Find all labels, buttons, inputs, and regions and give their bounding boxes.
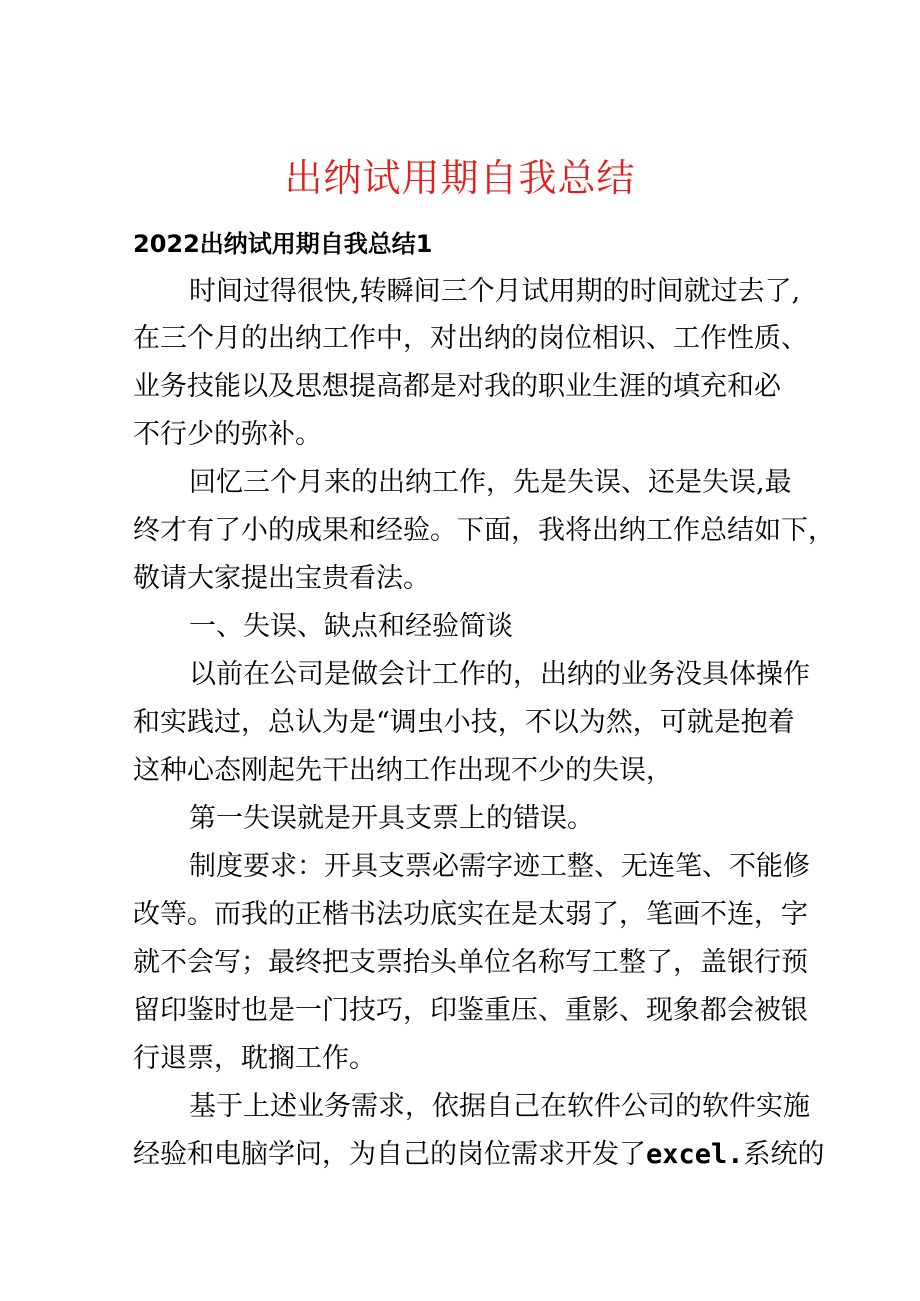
paragraph-line: 第一失误就是开具支票上的错误。 bbox=[189, 803, 594, 834]
inline-code: excel. bbox=[646, 1139, 744, 1170]
paragraph-line: 不行少的弥补。 bbox=[133, 419, 322, 450]
paragraph-text: 系统的 bbox=[743, 1139, 825, 1170]
paragraph-line: 和实践过，总认为是“调虫小技，不以为然，可就是抱着 bbox=[133, 707, 795, 738]
paragraph-line: 留印鉴时也是一门技巧，印鉴重压、重影、现象都会被银 bbox=[133, 995, 808, 1026]
paragraph-text: 经验和电脑学问，为自己的岗位需求开发了 bbox=[133, 1139, 646, 1170]
paragraph-line: 基于上述业务需求，依据自己在软件公司的软件实施 bbox=[189, 1091, 810, 1122]
paragraph-line: 就不会写；最终把支票抬头单位名称写工整了，盖银行预 bbox=[133, 947, 808, 978]
paragraph-line: 行退票，耽搁工作。 bbox=[133, 1043, 376, 1074]
paragraph-line: 回忆三个月来的出纳工作，先是失误、还是失误,最 bbox=[189, 467, 792, 498]
paragraph-line: 终才有了小的成果和经验。下面，我将出纳工作总结如下， bbox=[133, 515, 835, 546]
paragraph-line: 时间过得很快,转瞬间三个月试用期的时间就过去了, bbox=[189, 276, 801, 307]
paragraph-line: 改等。而我的正楷书法功底实在是太弱了，笔画不连，字 bbox=[133, 899, 808, 930]
paragraph-line bbox=[133, 1135, 825, 1175]
paragraph-line: 制度要求：开具支票必需字迹工整、无连笔、不能修 bbox=[189, 851, 810, 882]
section-line: 一、失误、缺点和经验简谈 bbox=[189, 611, 513, 642]
section-heading: 2022出纳试用期自我总结1 bbox=[133, 230, 433, 258]
paragraph-line: 敬请大家提出宝贵看法。 bbox=[133, 563, 430, 594]
paragraph-line: 以前在公司是做会计工作的，出纳的业务没具体操作 bbox=[189, 659, 810, 690]
document-title: 出纳试用期自我总结 bbox=[284, 156, 636, 200]
paragraph-line: 业务技能以及思想提高都是对我的职业生涯的填充和必 bbox=[133, 371, 781, 402]
paragraph-line: 在三个月的出纳工作中，对出纳的岗位相识、工作性质、 bbox=[133, 323, 808, 354]
paragraph-line: 这种心态刚起先干出纳工作出现不少的失误， bbox=[133, 755, 673, 786]
